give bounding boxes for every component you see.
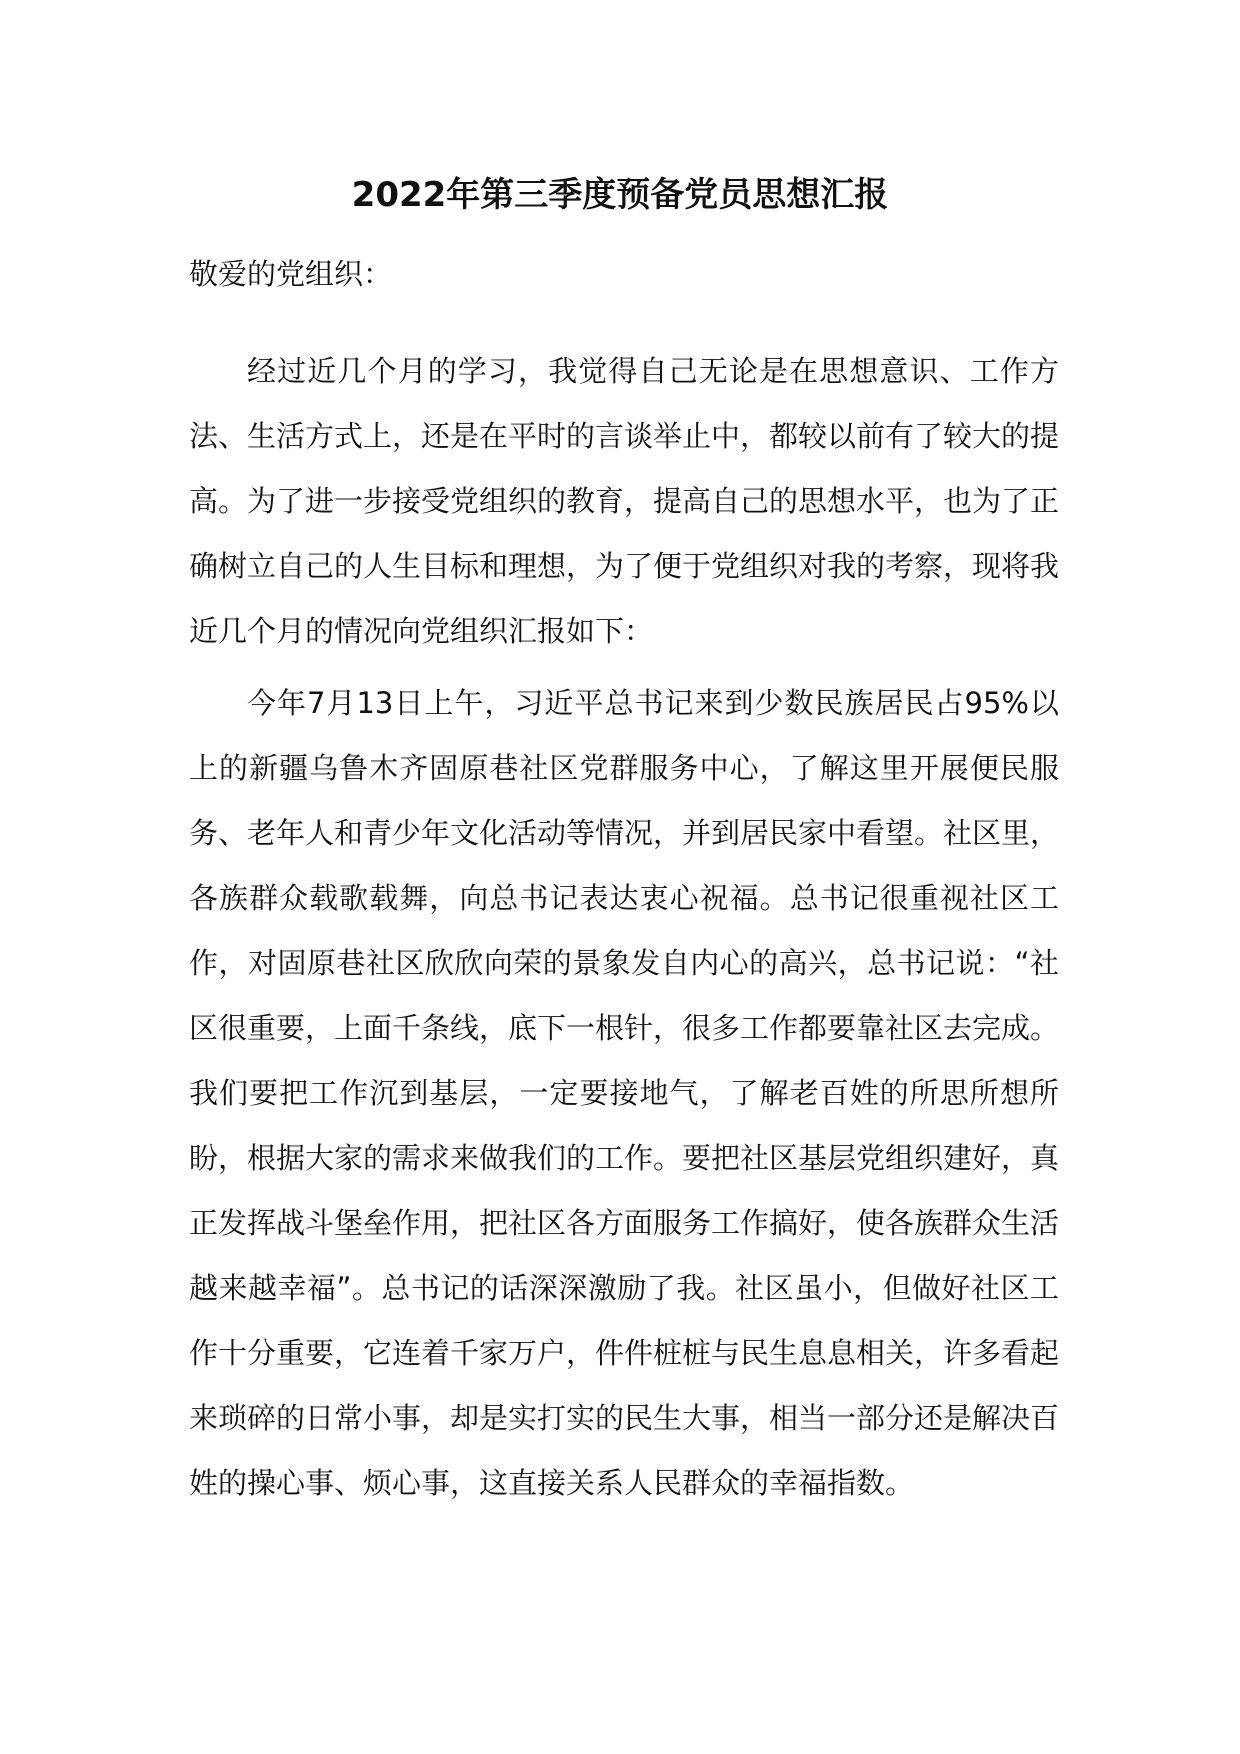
salutation: 敬爱的党组织： [189,257,393,291]
paragraph-2: 今年7月13日上午，习近平总书记来到少数民族居民占95%以上的新疆乌鲁木齐固原巷社区党群服务中心，了解这里开展便民服务、老年人和青少年文化活动等情况，并到居民家中看望。社区里，各族群众载歌载舞，向总书记表达衷心祝福。总书记很重视社区工作，对固原巷社区欣欣向荣的景象发自内心的高兴，总书记说：“社区很重要，上面千条线，底下一根针，很多工作都要靠社区去完成。我们要把工作沉到基层，一定要接地气，了解老百姓的所思所想所盼，根据大家的需求来做我们的工作。要把社区基层党组织建好，真正发挥战斗堡垒作用，把社区各方面服务工作搞好，使各族群众生活越来越幸福”。总书记的话深深激励了我。社区虽小，但做好社区工作十分重要，它连着千家万户，件件桩桩与民生息息相关，许多看起来琐碎的日常小事，却是实打实的民生大事，相当一部分还是解决百姓的操心事、烦心事，这直接关系人民群众的幸福指数。 [189,686,1060,1500]
document-title: 2022年第三季度预备党员思想汇报 [351,175,889,215]
paragraph-1: 经过近几个月的学习，我觉得自己无论是在思想意识、工作方法、生活方式上，还是在平时的言谈举止中，都较以前有了较大的提高。为了进一步接受党组织的教育，提高自己的思想水平，也为了正确树立自己的人生目标和理想，为了便于党组织对我的考察，现将我近几个月的情况向党组织汇报如下： [189,354,1060,648]
